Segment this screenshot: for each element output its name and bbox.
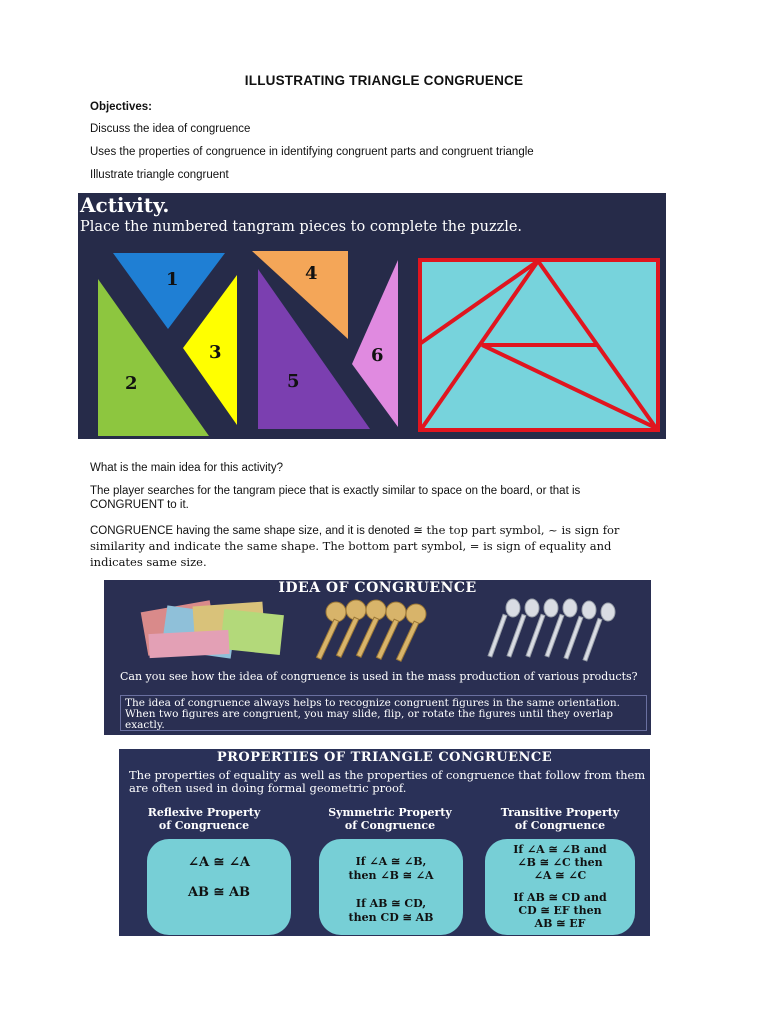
piece-label: 4 [305,263,318,284]
activity-answer-cont: CONGRUENT to it. [90,499,189,511]
reflexive-heading: Reflexive Property of Congruence [147,806,261,832]
idea-heading: IDEA OF CONGRUENCE [278,580,477,596]
tangram-piece-6 [352,260,398,427]
activity-instruction: Place the numbered tangram pieces to complete the puzzle. [80,219,523,235]
transitive-heading: Transitive Property of Congruence [500,806,620,832]
property-line: AB ≅ AB [187,885,251,900]
property-line: If AB ≅ CD and [513,891,607,904]
activity-answer: The player searches for the tangram piece that is exactly similar to space on the board, or that is [90,485,581,497]
piece-label: 1 [166,269,179,290]
objectives-heading: Objectives: [90,101,152,113]
document-title: ILLUSTRATING TRIANGLE CONGRUENCE [244,73,524,88]
property-line: AB ≅ EF [534,917,586,930]
property-line: If AB ≅ CD, [355,897,427,910]
piece-label: 6 [371,345,384,366]
activity-heading: Activity. [80,193,170,217]
idea-question: Can you see how the idea of congruence is used in the mass production of various products? [120,670,638,683]
objective-item: Illustrate triangle congruent [90,169,229,181]
properties-image [119,749,650,936]
congruence-definition-rest: ≅ the top part symbol, ~ is sign for [409,523,620,537]
objective-item: Discuss the idea of congruence [90,123,251,135]
property-line: If ∠A ≅ ∠B, [355,855,427,868]
activity-question: What is the main idea for this activity? [90,462,284,474]
transitive-card [485,839,635,935]
idea-of-congruence-image [104,580,651,735]
property-line: CD ≅ EF then [518,904,602,917]
congruence-definition [90,522,680,539]
piece-label: 3 [209,342,222,363]
piece-label: 5 [287,371,300,392]
property-line: ∠A ≅ ∠C [533,869,587,882]
properties-heading: PROPERTIES OF TRIANGLE CONGRUENCE [216,750,553,765]
activity-image [78,193,666,439]
property-line: If ∠A ≅ ∠B and [513,843,607,856]
property-line: ∠B ≅ ∠C then [517,856,603,869]
symmetric-heading: Symmetric Property of Congruence [328,806,452,832]
banknotes-icon [141,600,284,658]
keys-icon [316,600,426,661]
congruence-definition-line2: similarity and indicate the same shape. The bottom part symbol, = is sign of equality and [90,539,612,553]
reflexive-card [147,839,291,935]
congruence-definition-lead: CONGRUENCE having the same shape size, and it is denoted [90,525,410,537]
property-line: then CD ≅ AB [348,911,434,924]
piece-label: 2 [125,373,138,394]
congruence-definition-line3: indicates same size. [90,555,207,569]
property-line: ∠A ≅ ∠A [188,855,250,870]
symmetric-card [319,839,463,935]
property-line: then ∠B ≅ ∠A [348,869,434,882]
objective-item: Uses the properties of congruence in identifying congruent parts and congruent triangle [90,146,534,158]
spoons-icon [488,599,615,661]
idea-explanation: The idea of congruence always helps to recognize congruent figures in the same orientation. When two figures are congruent, you may slide, flip, or rotate the figures until they overlap exactly. [120,695,647,731]
properties-intro: The properties of equality as well as the properties of congruence that follow from them are often used in doing formal geometric proof. [129,768,646,795]
